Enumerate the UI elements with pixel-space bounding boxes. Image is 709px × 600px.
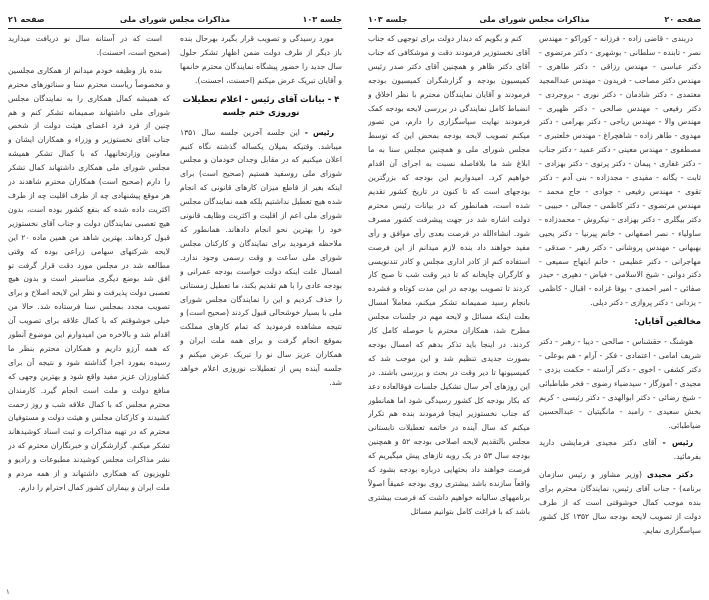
footer-mark: ۱ [6,588,10,596]
page-header [368,14,701,29]
session-number: جلسه ۱۰۳ [368,15,408,24]
page-number: صفحه ۲۰ [664,15,701,24]
running-title: مذاکرات مجلس شورای ملی [479,15,590,24]
paragraph [539,468,701,538]
section-heading: مخالفین آقایان: [634,317,701,328]
session-number: جلسه ۱۰۳ [302,15,342,24]
names-list: هوشنگ - حقشناس - صالحی - دیبا - رهبر - دکتر شریف امامی - اعتمادی - فکر - آرام - هم بوعلی - دکتر کشفی - اخوی - دکتر آراسته - حکمت یزدی - مجیدی - آموزگار - سیدضیاء رضوی - فخر طباطبائی - شیخ رضائی - دکتر ابوالهدی - دکتر رئیسی - کریم بخش سعیدی - رامبد - مانگیتیان - عبدالحسین ضیاطبائی. [539,337,701,430]
section-heading: ۴ - بیانات آقای رئیس - اعلام تعطیلات نوروزی ختم جلسه [182,94,340,118]
paragraph [539,436,701,464]
speaker-name: رئیس - [304,127,335,137]
speaker-name: دکتر مجیدی [646,470,693,480]
right-page-20 [360,0,709,600]
paragraph: است که در آستانه سال نو دریافت میدارید (صحیح است، احسنت). [8,34,170,57]
column-left [368,32,530,570]
column-right [180,32,342,570]
page-header [8,14,342,29]
page-number: صفحه ۲۱ [8,15,45,24]
paragraph: بنده باز وظیفه خودم میدانم از همکاری مجلسین و مخصوصاً ریاست محترم سنا و سناتورهای محترم که همیشه کمال همکاری را به نمایندگان مجلس شورای ملی داشتهاند صمیمانه تشکر کنم و هم چنین از فرد فرد اعضای هیئت دولت از شخص جناب آقای نخستوزیر و وزراء و همکاران ایشان و معاونین وزارتخانهها، که با کمال تشکر همیشه مجلس شورای ملی همکاری داشتهاند کمال تشکر را دارم (صحیح است) همکاران محترم شاهدند در هر موقع پیشنهادی چه از طرف اقلیت چه از طرف اکثریت داده شده که بنفع کشور بوده است، بدون هیچ تعصبی نمایندگان دولت و جناب آقای نخستوزیر قبول کردهاند. بهترین شاهد من همین ماده ۲۰ این لایحه شرکتهای سهامی زراعی بوده که وقتی مطالعه شد در مجلس مورد دقت قرار گرفت تو افق شد بوضع دیگری مناسبتر است و بدون هیچ تعصبی دولت پذیرفت و نظر این لایحه اصلاح و برای تصویب مجدد بمجلس سنا فرستاده شد. حالا من خیلی خوشوقتم که با کمال علاقه برای تصویب آن اقدام شد و بالاخره من امیدوارم این موضوع آنطور که همه آرزو داریم و همکاران محترم بنظر ما رسیده بمورد اجرا گذاشته شود و نتیجه آن برای کشاورزان عزیز مفید واقع شود و بهترین وجهی که منافع دولت و ملت است انجام گیرد. کارمندان محترم مجلس که با کمال علاقه شب و روز زحمت کشیدند و کارکنان مجلس و هیئت دولت و مستوفیان محترم که در تهیه مذاکرات و ثبت اسناد کوشیدهاند تشکر میکنم. گزارشگران و خبرنگاران محترم که در نشر مذاکرات مجلس کوشیدند مطبوعات و رادیو و تلویزیون که همکاری داشتهاند و از همه مردم و ملت ایران و بیماران کشور کمال احترام را دارم. [8,65,170,492]
speech-text: (وزیر مشاور و رئیس سازمان برنامه) - جناب آقای رئیس، نمایندگان محترم برای بنده موجب کمال خوشوقتی است که از طرف دولت از تصویب لایحه بودجه سال ۱۳۵۲ کل کشور سپاسگزاری نمایم. [539,470,701,535]
speaker-name: رئیس - [662,438,694,448]
paragraph: مورد رسیدگی و تصویب قرار بگیرد بهرحال بنده باز دیگر از طرف دولت ضمن اظهار تشکر حلول سال جدید را حضور پیشگاه نمایندگان محترم خانمها و آقایان تبریک عرض میکنم (احسنت، احسنت). [180,34,342,85]
speech-text: آقای دکتر مجیدی فرمایشی دارید بفرمائید. [539,438,701,462]
column-left [8,32,170,570]
column-right [539,32,701,570]
speech-text: این جلسه آخرین جلسه سال ۱۳۵۱ میباشد. وقتیکه بمیلان یکساله گذشته نگاه کنیم اعلان میکنیم که در مقابل وجدان خودمان و مجلس شورای ملی روسفید هستیم (صحیح است) برای اینکه بغیر از قاطع میزان کارهای قانونی که انجام شده هیچ تعطیل نداشتیم بلکه همه نمایندگان مجلس شورای ملی اعم از اقلیت و اکثریت وظایف قانونی خود را بهترین نحو انجام دادهاند. همانطور که ملاحظه فرمودید برای نمایندگان و کارکنان مجلس شورای ملی ساعت و وقت رسمی وجود ندارد. امسال علت اینکه دولت خواست بودجه عمرانی و بودجه عادی را با هم تقدیم بکند، ما تعطیل زمستانی را حذف کردیم و این را نمایندگان مجلس شورای ملی با بسیار خوشحالی قبول کردند (صحیح است) و نتیجه مشاهده فرمودید که تمام کارهای مملکت بموقع انجام گرفت و برای همه ملت ایران و همکاران عزیز سال نو را تبریک عرض میکنم و جلسه آینده پس از تعطیلات نوروزی اعلام خواهد شد. [180,127,342,387]
running-title: مذاکرات مجلس شورای ملی [119,15,231,24]
left-page-21 [0,0,350,600]
paragraph: کنم و بگویم که دیدار دولت برای توجهی که جناب آقای نخستوزیر فرمودند دقت و موشکافی که جناب آقای دکتر ظاهر و همچنین آقای دکتر صدر رئیس کمیسیون بودجه و گزارشگران کمیسیون بودجه فرمودند و آقایان نمایندگان محترم با نظر اخلاق و انضباط کامل نمایندگی در بررسی لایحه بودجه کمک فرمودند نهایت سپاسگزاری را دارم، من تصور میکنم تصویب لایحه بودجه بمحض این که توسط مجلس شورای ملی و همچنین مجلس سنا به ما ابلاغ شد ما بلافاصله نسبت به اجرای آن اقدام خواهیم کرد. امیدواریم این بودجه که بزرگترین بودجهای است که تا کنون در تاریخ کشور تقدیم شده است، همانطور که در بیانات رئیس محترم دولت اشاره شد در جهت پیشرفت کشور مصرف شود. انشاءالله در فرصت بعدی رأی موافق و رأی مفید خواهند داد بنده لازم میدانم از این فرصت استفاده کنم از کادر اداری مجلس و کادر تندنویسی و کارگران چاپخانه که تا دیر وقت شب تا صبح کار کردند تا تصویب بودجه در این مدت کوتاه و فشرده بانجام رسید صمیمانه تشکر میکنم، معاملاً امسال بعلت اینکه مسائل و لایحه مهم در جلسات مجلس مطرح شد، همکاران محترم با حوصله کامل کار کردند. در اینجا باید تذکر بدهم که امسال بودجه بصورت جدیدی تنظیم شد و این موجب شد که کمیسیونها تا دیر وقت در بحث و بررسی باشند. در این روزهای آخر سال تشکیل جلسات فوقالعاده دعد که بکار بودجه کل کشور رسیدگی شود اما همانطور که جناب نخستوزیر اینجا فرمودند بنده هم تکرار میکنم که سال آینده در خاتمه تعطیلات تابستانی مجلس بالتقدیم لایحه اصلاحی بودجه ۵۲ و همچنین بودجه سال ۵۳ در یک رویه تازهای پیش میگیریم که فرصت خواهند داد بحثهایی درباره بودجه بشود که واقعاً سازنده باشد بیشتری روی بودجه عمیقاً اصولاً برنامههای سالیانه خواهیم داشت که فرصت بیشتری باشد که با فراغت کامل بتوانیم مسائل [368,34,530,516]
paragraph [180,126,342,390]
names-list: دربندی - قاضی زاده - فرزانه - کوراکو - مهندس نصر - تابنده - سلطانی - بوشهری - دکتر مرتضوی - دکتر عباسی - مهندس رزاقی - دکتر طاهری - مهندس دکتر مصاحب - فریدون - مهندس عبدالمجید معتمدی - دکتر شادمان - دکتر نوری - بروجردی - دکتر رفیعی - مهندس صالحی - دکتر ظهیری - مهندس والا - مهندس ریاحی - دکتر بهرامی - دکتر مهدوی - طاهر زاده - شاهچراغ - مهندس خلعتبری - مصطفوی - مهندس معینی - دکتر عمید - دکتر جناب - دکتر غفاری - پیمان - دکتر پرتوی - دکتر بهزادی - ثابت - یگانه - مفیدی - مجدزاده - بنی آدم - دکتر تقوی - مهندس رفیعی - جوادی - حاج محمد - مهندس مرتضوی - دکتر کاظمی - جمالی - حبیبی - دکتر بیگلری - دکتر بهزادی - نیکروش - محمدزاده - ساولیاء - نصر اصفهانی - خانم پیرنیا - دکتر یحیی بهبهانی - مهندس پروشانی - دکتر رهبر - صدقی - مهاجرانی - دکتر عظیمی - خانم ابتهاج سمیعی - دکتر دوانی - شیخ الاسلامی - فیاض - دهپری - حیدر صفائی - امیر احمدی - بوفا غزاده - اقبال - کاظمی - یزدانی - دکتر پروازی - دکتر دیلی. [539,34,701,308]
